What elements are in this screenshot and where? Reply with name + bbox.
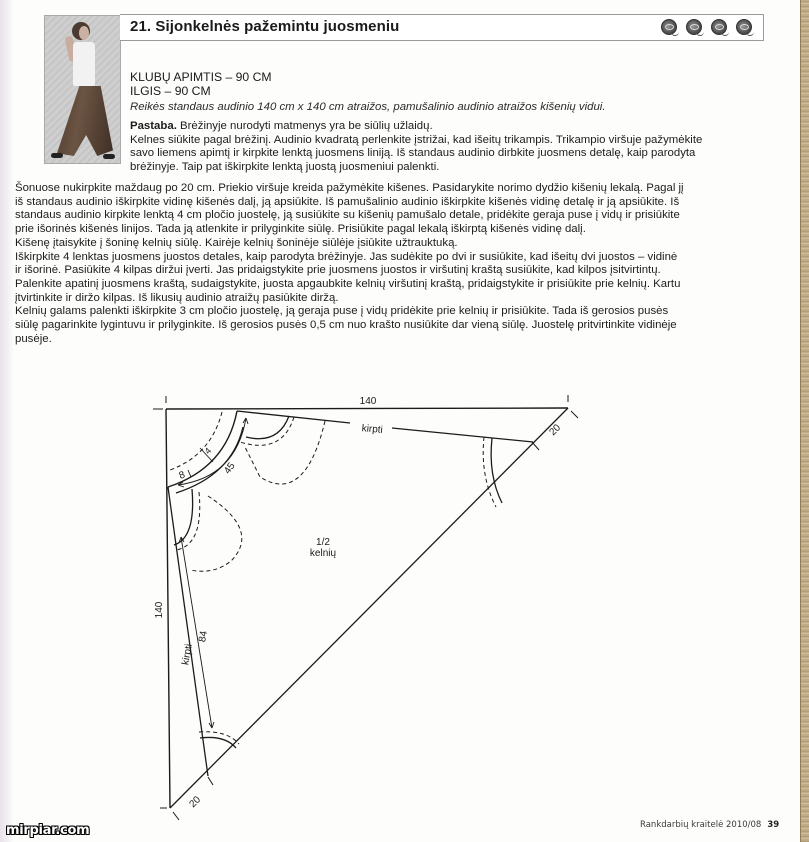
tick-mark bbox=[571, 411, 578, 418]
top-length-label: 140 bbox=[359, 396, 377, 407]
instruction-line: Iškirpkite 4 lenktas juosmens juostos detales, kaip parodyta brėžinyje. Jas sudėkite po dvi ir susiūkite, kad išeitų dvi juostos – vidinė bbox=[15, 250, 678, 263]
instruction-line: Kelnių galams palenkti iškirpkite 3 cm pločio juostelę, ją geraja puse į vidų pridėkite prie kelnių ir prisiūkite. Tada iš gerosios pusės bbox=[15, 305, 669, 318]
instruction-line: pusėje. bbox=[15, 332, 52, 345]
instruction-line: Palenkite apatinį juosmens kraštą, sudaigstykite, juosta apgaubkite kelnių viršutinį kraštą, pridaigstykite ir prisiūkite prie kelnių. Kartu bbox=[15, 277, 681, 290]
pocket-facing-arc bbox=[174, 489, 193, 545]
materials-note: Reikės standaus audinio 140 cm x 140 cm atraižos, pamušalinio audinio atraižos kišenių vidui. bbox=[130, 101, 606, 113]
left-length-label: 140 bbox=[154, 601, 165, 619]
pocket-bag-outline bbox=[190, 496, 242, 571]
waistband-dashed-arc bbox=[170, 412, 222, 470]
tick-mark bbox=[188, 470, 191, 477]
instruction-line: Šonuose nukirpkite maždaug po 20 cm. Priekio viršuje kreida pažymėkite kišenes. Pasidarykite norimo dydžio kišenių lekalą. Pagal jį bbox=[15, 182, 684, 194]
length-measurement: ILGIS – 90 CM bbox=[130, 84, 211, 98]
tick-mark bbox=[208, 777, 213, 785]
instruction-line: prie išorinės kišenės linijos. Tada ją atlenkite ir prilyginkite siūlę. Prisiūkite pagal lekalą iškirptą kišenės vidinę dalį. bbox=[15, 223, 586, 236]
waistband-inner-arc bbox=[176, 427, 243, 493]
pocket-bag-outline bbox=[245, 421, 325, 484]
magazine-name: Rankdarbių kraitelė 2010/08 bbox=[640, 820, 762, 830]
instruction-line: siūlę pagarinkite lygintuvu ir prilyginkite. Iš gerosios pusės 0,5 cm nuo krašto nusiūkite dar vieną siūlę. Juostelę pritvirtinkite vidinėje bbox=[15, 319, 677, 332]
cut-label-top: kirpti bbox=[361, 423, 384, 436]
instruction-line: Kišenę įtaisykite į šoninę kelnių siūlę. Kairėje kelnių šoninėje siūlėje įsiūkite užtrauktuką. bbox=[15, 236, 458, 249]
instruction-line: standaus audinio kirpkite lenktą 4 cm pločio juostelę, ją susiūkite su kišenių pamušalo detale, pridėkite geraja puse į vidų ir prisiūkite bbox=[15, 209, 680, 222]
pocket-facing-arc bbox=[246, 416, 289, 439]
instruction-line: savo liemens apimtį ir kirpkite lenktą juosmens liniją. Iš standaus audinio dirbkite juosmens detalę, kaip parodyta bbox=[130, 147, 696, 160]
instruction-line: ir išorinė. Pasiūkite 4 kilpas diržui įverti. Jas pridaigstykite prie juosmens juostos ir viršutinį kraštą susiūkite, kad kilpos įsitvirtintų. bbox=[15, 264, 661, 277]
left-edge-line bbox=[166, 409, 170, 808]
cut-line-top bbox=[392, 428, 533, 442]
inner-leg-label: 84 bbox=[197, 630, 210, 643]
waistband-width-label: 4 bbox=[202, 445, 214, 457]
tick-mark bbox=[532, 442, 539, 450]
waist-arc-label: 45 bbox=[222, 460, 238, 477]
note-text: Brėžinyje nurodyti matmenys yra be siūlių užlaidų. bbox=[176, 120, 433, 132]
pattern-title: 21. Sijonkelnės pažemintu juosmeniu bbox=[130, 18, 400, 35]
piece-label-fraction: 1/2 bbox=[316, 537, 330, 548]
hem-dashed-arc bbox=[483, 437, 496, 507]
top-edge-line bbox=[166, 408, 568, 409]
side-cut-top-label: 20 bbox=[547, 422, 564, 439]
instruction-line: iš standaus audinio iškirpkite vidinę kišenės dalį, ją apsiūkite. Iš pamušalinio audinio iškirpkite kišenės vidinę detalę ir ją apsiūkite. Iš bbox=[15, 195, 680, 208]
instruction-line: Kelnes siūkite pagal brėžinį. Audinio kvadratą perlenkite įstrižai, kad išeitų trikampis. Trikampio viršuje pažymėkite bbox=[130, 133, 703, 146]
watermark: mirpiar.com bbox=[6, 823, 90, 838]
cut-label-left: kirpti bbox=[180, 643, 195, 666]
pocket-dashed-arc bbox=[240, 417, 294, 445]
tick-mark bbox=[173, 812, 179, 820]
hip-measurement: KLUBŲ APIMTIS – 90 CM bbox=[130, 70, 272, 84]
hem-arc bbox=[491, 438, 502, 503]
side-cut-bottom-label: 20 bbox=[187, 794, 204, 811]
instruction-line: brėžinyje. Taip pat iškirpkite lenktą juostą juosmeniui palenkti. bbox=[130, 161, 440, 174]
piece-label-name: kelnių bbox=[309, 548, 337, 559]
note-label: Pastaba. bbox=[130, 120, 177, 132]
page-number: 39 bbox=[767, 820, 780, 830]
pocket-depth-label: 8 bbox=[177, 469, 187, 482]
instruction-line: įtvirtinkite ir diržo kilpas. Iš likusių audinio atraižų pasiūkite diržą. bbox=[15, 291, 339, 304]
page-footer bbox=[640, 820, 779, 830]
